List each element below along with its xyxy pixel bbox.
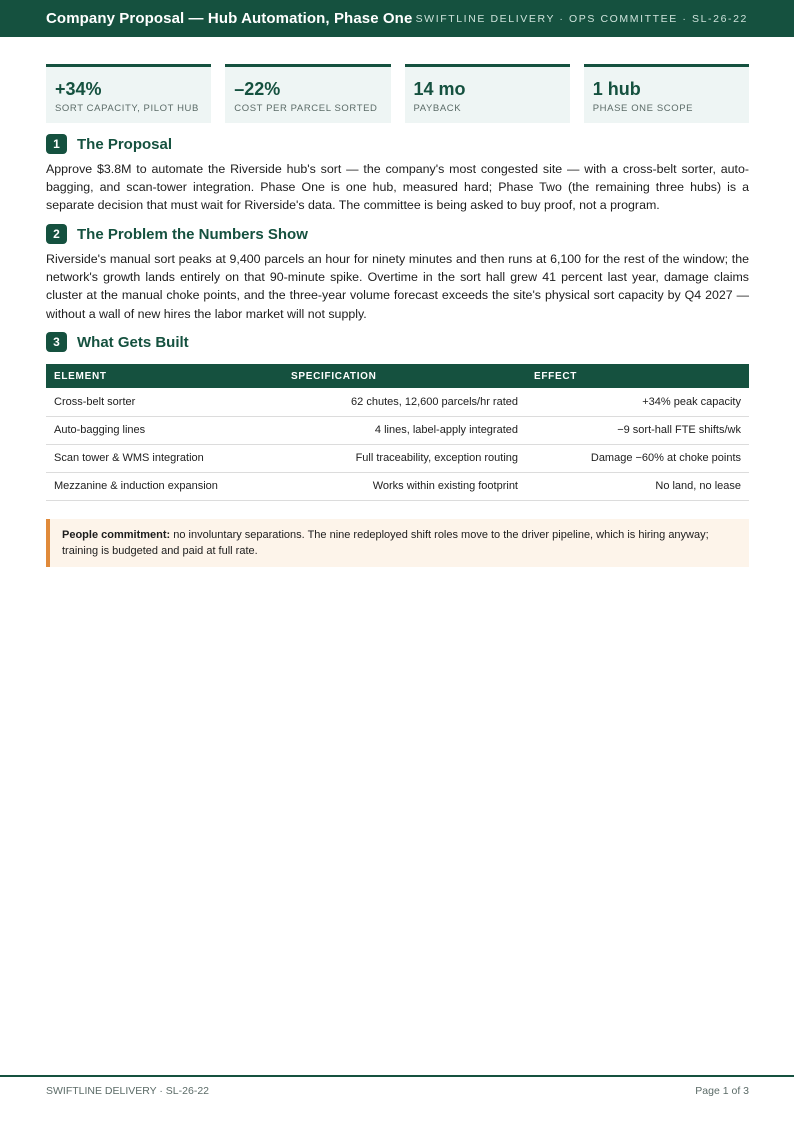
section-heading bbox=[46, 134, 749, 154]
cell-element: Scan tower & WMS integration bbox=[46, 444, 283, 472]
document-title: Company Proposal — Hub Automation, Phase One bbox=[46, 10, 413, 27]
table-row bbox=[46, 444, 749, 472]
table-row bbox=[46, 388, 749, 416]
footer-doc-id: SWIFTLINE DELIVERY · SL-26-22 bbox=[46, 1085, 210, 1097]
page-number: Page 1 of 3 bbox=[695, 1085, 749, 1097]
section-heading bbox=[46, 224, 749, 244]
column-header-specification: SPECIFICATION bbox=[283, 364, 526, 388]
section-problem bbox=[46, 224, 749, 323]
callout-text: no involuntary separations. The nine redeployed shift roles move to the driver pipeline, which is hiring anyway; training is budgeted and paid at full rate. bbox=[62, 529, 709, 557]
section-number-badge: 2 bbox=[46, 224, 67, 244]
stat-value: 14 mo bbox=[413, 79, 466, 99]
section-body: Approve $3.8M to automate the Riverside hub's sort — the company's most congested site — with a cross-belt sorter, auto-bagging, and scan-tower integration. Phase One is one hub, measured hard; Phase Two (the remaining three hubs) is a separate decision that must wait for Riverside's data. The committee is being asked to buy proof, not a program. bbox=[46, 162, 749, 213]
cell-effect: +34% peak capacity bbox=[526, 388, 749, 416]
section-body: Riverside's manual sort peaks at 9,400 parcels an hour for ninety minutes and then runs at 6,100 for the rest of the window; the network's growth lands entirely on that 90-minute spike. Overtime in the sort hall grew 41 percent last year, damage claims cluster at the manual choke points, and the three-year volume forecast exceeds the site's physical sort capacity by Q4 2027 — without a wall of new hires the labor market will not supply. bbox=[46, 252, 749, 321]
key-stats bbox=[46, 64, 749, 123]
cell-element: Mezzanine & induction expansion bbox=[46, 472, 283, 500]
document-meta: SWIFTLINE DELIVERY · OPS COMMITTEE · SL-26-22 bbox=[415, 12, 748, 25]
people-commitment-callout bbox=[46, 519, 749, 567]
footer-divider bbox=[0, 1075, 794, 1077]
section-build bbox=[46, 332, 749, 352]
build-table bbox=[46, 364, 749, 501]
stat-card-capacity bbox=[46, 64, 211, 123]
cell-element: Auto-bagging lines bbox=[46, 416, 283, 444]
cell-specification: 4 lines, label-apply integrated bbox=[283, 416, 526, 444]
stat-value: +34% bbox=[55, 79, 102, 99]
stat-label: PAYBACK bbox=[413, 103, 462, 114]
cell-specification: Works within existing footprint bbox=[283, 472, 526, 500]
section-title: What Gets Built bbox=[77, 333, 189, 351]
cell-effect: −9 sort-hall FTE shifts/wk bbox=[526, 416, 749, 444]
stat-card-cost bbox=[225, 64, 390, 123]
cell-element: Cross-belt sorter bbox=[46, 388, 283, 416]
column-header-effect: EFFECT bbox=[526, 364, 749, 388]
callout-lead: People commitment: bbox=[62, 529, 171, 541]
stat-card-scope bbox=[584, 64, 749, 123]
header-bar bbox=[0, 0, 794, 37]
stat-value: –22% bbox=[234, 79, 281, 99]
stat-label: COST PER PARCEL SORTED bbox=[234, 103, 378, 114]
section-title: The Problem the Numbers Show bbox=[77, 225, 308, 243]
stat-label: SORT CAPACITY, PILOT HUB bbox=[55, 103, 199, 114]
section-proposal bbox=[46, 134, 749, 215]
section-number-badge: 1 bbox=[46, 134, 67, 154]
table-row bbox=[46, 472, 749, 500]
cell-effect: Damage −60% at choke points bbox=[526, 444, 749, 472]
column-header-element: ELEMENT bbox=[46, 364, 283, 388]
cell-effect: No land, no lease bbox=[526, 472, 749, 500]
stat-value: 1 hub bbox=[592, 79, 641, 99]
table-row bbox=[46, 416, 749, 444]
section-title: The Proposal bbox=[77, 135, 173, 153]
section-number-badge: 3 bbox=[46, 332, 67, 352]
cell-specification: 62 chutes, 12,600 parcels/hr rated bbox=[283, 388, 526, 416]
stat-label: PHASE ONE SCOPE bbox=[592, 103, 694, 114]
stat-card-payback bbox=[405, 64, 570, 123]
table-header-row bbox=[46, 364, 749, 388]
cell-specification: Full traceability, exception routing bbox=[283, 444, 526, 472]
section-heading bbox=[46, 332, 749, 352]
